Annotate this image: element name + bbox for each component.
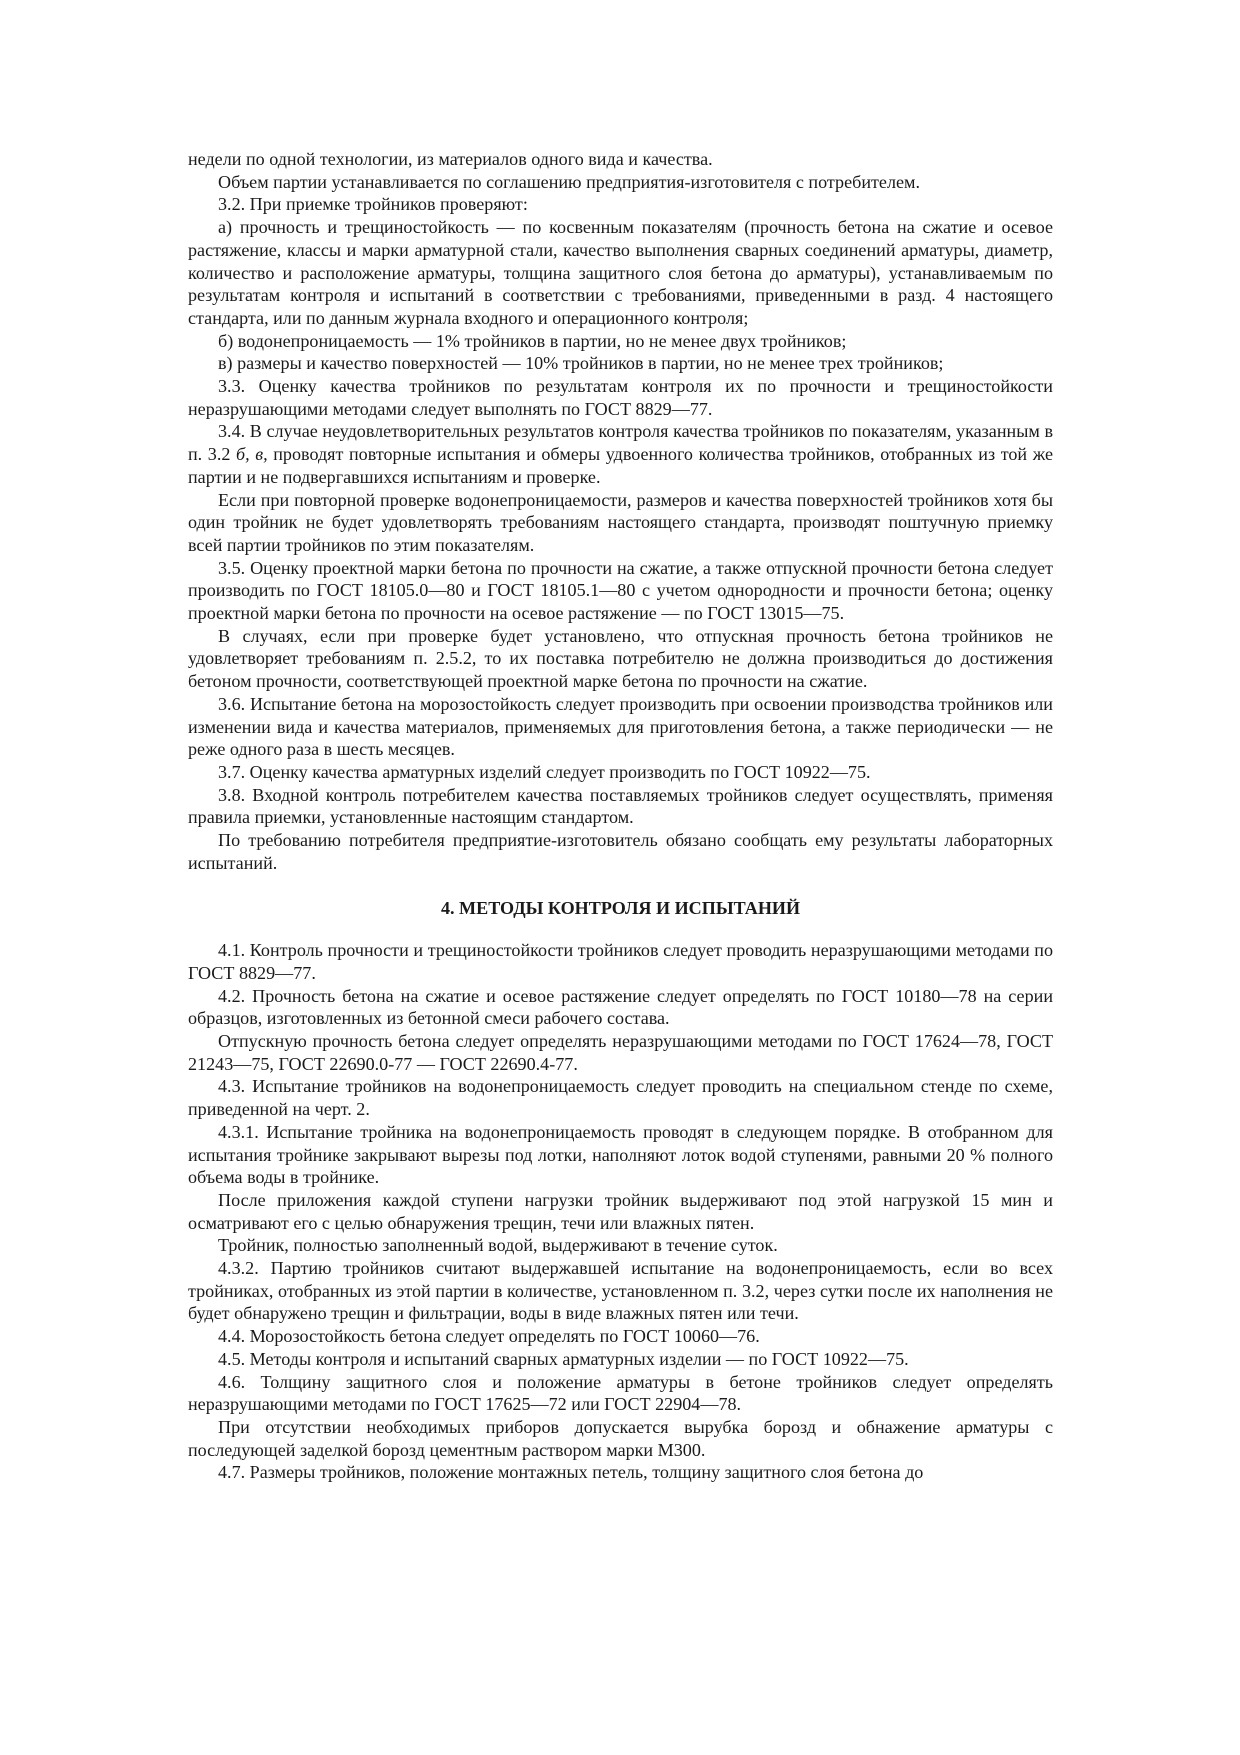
paragraph: 4.2. Прочность бетона на сжатие и осевое растяжение следует определять по ГОСТ 10180—78 на серии образцов, изготовленных из бетонной смеси рабочего состава.: [188, 985, 1053, 1029]
paragraph: 3.6. Испытание бетона на морозостойкость следует производить при освоении производства тройников или изменении вида и качества материалов, применяемых для приготовления бетона, а также периодически — не реже одного раза в шесть месяцев.: [188, 693, 1053, 760]
paragraph: Тройник, полностью заполненный водой, выдерживают в течение суток.: [218, 1235, 778, 1256]
paragraph: в) размеры и качество поверхностей — 10% тройников в партии, но не менее трех тройников;: [218, 353, 944, 374]
paragraph: 3.2. При приемке тройников проверяют:: [218, 194, 528, 215]
paragraph-emphasis: б, в,: [236, 444, 268, 465]
paragraph: недели по одной технологии, из материалов одного вида и качества.: [188, 149, 713, 169]
paragraph-text: 3.4. В случае неудовлетворительных результатов контроля качества тройников по показателям, указанным в п. 3.2: [188, 421, 1053, 465]
paragraph: Если при повторной проверке водонепроницаемости, размеров и качества поверхностей тройников хотя бы один тройник не будет удовлетворять требованиям настоящего стандарта, производят поштучную приемку всей партии тройников по этим показателям.: [188, 489, 1053, 555]
paragraph: 4.3.1. Испытание тройника на водонепроницаемость проводят в следующем порядке. В отобранном для испытания тройнике закрывают вырезы под лотки, наполняют лоток водой ступенями, равными 20 % полного объема воды в тройнике.: [188, 1121, 1053, 1188]
paragraph: 3.5. Оценку проектной марки бетона по прочности на сжатие, а также отпускной прочности бетона следует производить по ГОСТ 18105.0—80 и ГОСТ 18105.1—80 с учетом однородности и прочности бетона; оценку проектной марки бетона по прочности на осевое растяжение — по ГОСТ 13015—75.: [188, 557, 1053, 624]
paragraph: 4.1. Контроль прочности и трещиностойкости тройников следует проводить неразрушающими методами по ГОСТ 8829—77.: [188, 940, 1053, 983]
paragraph: По требованию потребителя предприятие-изготовитель обязано сообщать ему результаты лабораторных испытаний.: [188, 830, 1053, 873]
paragraph: б) водонепроницаемость — 1% тройников в партии, но не менее двух тройников;: [218, 330, 847, 351]
paragraph: 3.3. Оценку качества тройников по результатам контроля их по прочности и трещиностойкости неразрушающими методами следует выполнять по ГОСТ 8829—77.: [188, 376, 1053, 419]
paragraph-text: проводят повторные испытания и обмеры удвоенного количества тройников, отобранных из той же партии и не подвергавшихся испытаниям и проверке.: [188, 444, 1053, 487]
paragraph: 3.8. Входной контроль потребителем качества поставляемых тройников следует осуществлять, применяя правила приемки, установленные настоящим стандартом.: [188, 784, 1053, 828]
paragraph: 4.4. Морозостойкость бетона следует определять по ГОСТ 10060—76.: [218, 1326, 760, 1347]
paragraph: 4.3. Испытание тройников на водонепроницаемость следует проводить на специальном стенде по схеме, приведенной на черт. 2.: [188, 1076, 1053, 1120]
paragraph: а) прочность и трещиностойкость — по косвенным показателям (прочность бетона на сжатие и осевое растяжение, классы и марки арматурной стали, качество выполнения сварных соединений арматуры, диаметр, количество и расположение арматуры, толщина защитного слоя бетона до арматуры), устанавливаемым по результатам контроля и испытаний в соответствии с требованиями, приведенными в разд. 4 настоящего стандарта, или по данным журнала входного и операционного контроля;: [188, 217, 1053, 328]
paragraph: [188, 420, 1053, 488]
paragraph: 4.5. Методы контроля и испытаний сварных арматурных изделии — по ГОСТ 10922—75.: [218, 1348, 909, 1369]
paragraph: 4.6. Толщину защитного слоя и положение арматуры в бетоне тройников следует определять неразрушающими методами по ГОСТ 17625—72 или ГОСТ 22904—78.: [188, 1371, 1053, 1415]
paragraph: 3.7. Оценку качества арматурных изделий следует производить по ГОСТ 10922—75.: [218, 761, 871, 782]
document-page: [188, 148, 1053, 1484]
paragraph: В случаях, если при проверке будет установлено, что отпускная прочность бетона тройников не удовлетворяет требованиям п. 2.5.2, то их поставка потребителю не должна производиться до достижения бетоном прочности, соответствующей проектной марке бетона по прочности на сжатие.: [188, 625, 1053, 692]
paragraph: Отпускную прочность бетона следует определять неразрушающими методами по ГОСТ 17624—78, ГОСТ 21243—75, ГОСТ 22690.0-77 — ГОСТ 22690.4-77.: [188, 1031, 1053, 1074]
paragraph: При отсутствии необходимых приборов допускается вырубка борозд и обнажение арматуры с последующей заделкой борозд цементным раствором марки М300.: [188, 1416, 1053, 1460]
paragraph: После приложения каждой ступени нагрузки тройник выдерживают под этой нагрузкой 15 мин и осматривают его с целью обнаружения трещин, течи или влажных пятен.: [188, 1189, 1053, 1233]
section-heading: 4. МЕТОДЫ КОНТРОЛЯ И ИСПЫТАНИЙ: [440, 897, 801, 918]
paragraph: 4.3.2. Партию тройников считают выдержавшей испытание на водонепроницаемость, если во всех тройниках, отобранных из этой партии в количестве, установленном п. 3.2, через сутки после их наполнения не будет обнаружено трещин и фильтрации, воды в виде влажных пятен или течи.: [188, 1258, 1053, 1324]
paragraph: 4.7. Размеры тройников, положение монтажных петель, толщину защитного слоя бетона до: [218, 1462, 924, 1483]
paragraph: Объем партии устанавливается по соглашению предприятия-изготовителя с потребителем.: [218, 171, 920, 192]
